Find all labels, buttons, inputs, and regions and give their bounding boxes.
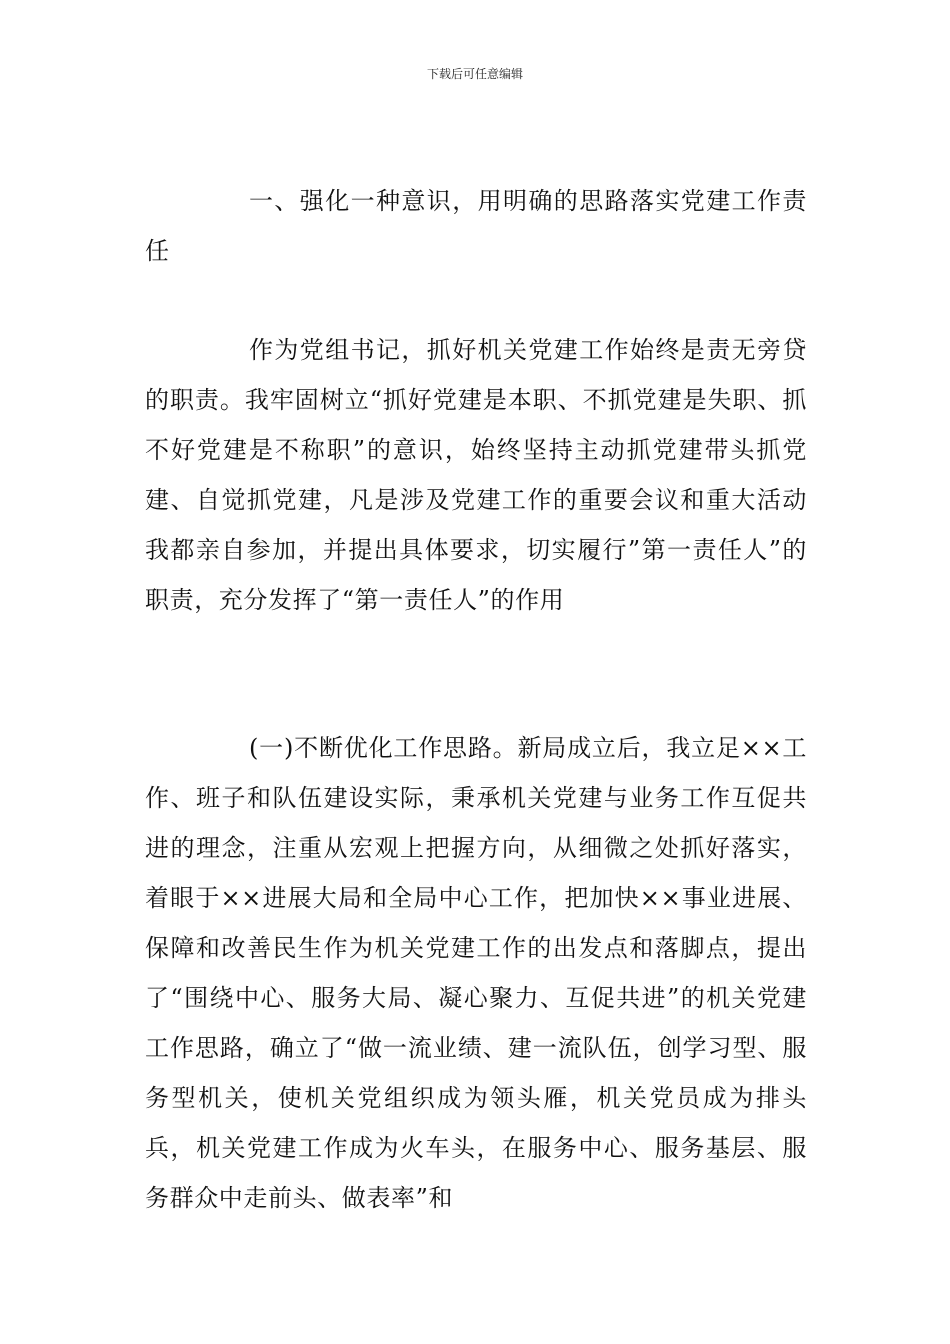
body-paragraph: (一)不断优化工作思路。新局成立后，我立足××工作、班子和队伍建设实际，秉承机关党建与业务工作互促共进的理念，注重从宏观上把握方向，从细微之处抓好落实，着眼于××进展大局和全局中心工作，把加快××事业进展、保障和改善民生作为机关党建工作的出发点和落脚点，提出了“围绕中心、服务大局、凝心聚力、互促共进”的机关党建工作思路，确立了“做一流业绩、建一流队伍，创学习型、服务型机关，使机关党组织成为领头雁，机关党员成为排头兵，机关党建工作成为火车头，在服务中心、服务基层、服务群众中走前头、做表率”和 xyxy=(145,734,807,1212)
header-note: 下载后可任意编辑 xyxy=(426,67,523,81)
body-paragraph: 作为党组书记，抓好机关党建工作始终是责无旁贷的职责。我牢固树立“抓好党建是本职、不抓党建是失职、抓不好党建是不称职”的意识，始终坚持主动抓党建带头抓党建、自觉抓党建，凡是涉及党建工作的重要会议和重大活动我都亲自参加，并提出具体要求，切实履行”第一责任人”的职责，充分发挥了“第一责任人”的作用 xyxy=(145,336,807,614)
section-heading: 一、强化一种意识，用明确的思路落实党建工作责任 xyxy=(145,187,807,265)
